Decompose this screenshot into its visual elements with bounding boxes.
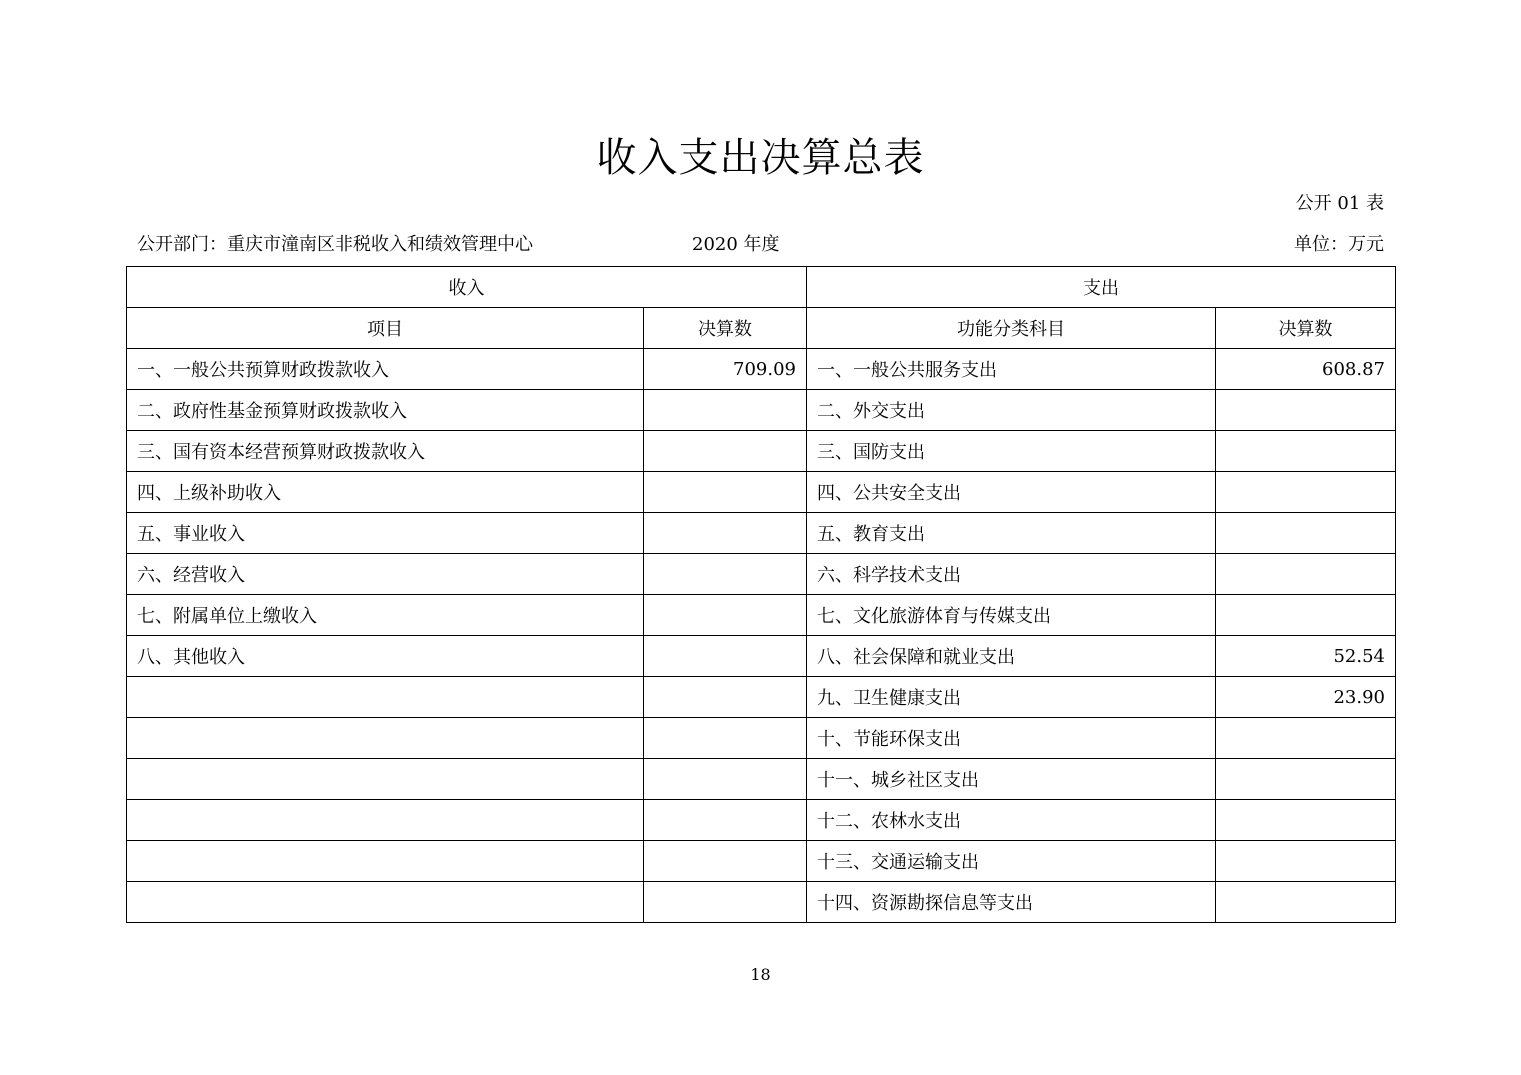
income-group-header: 收入 <box>127 267 807 308</box>
expense-amount-cell <box>1216 841 1396 882</box>
income-amount-cell <box>644 841 807 882</box>
expense-amount-cell: 52.54 <box>1216 636 1396 677</box>
expense-item-cell: 二、外交支出 <box>807 390 1216 431</box>
income-item-cell: 五、事业收入 <box>127 513 644 554</box>
table-row <box>127 677 1396 718</box>
table-row <box>127 554 1396 595</box>
income-item-cell: 八、其他收入 <box>127 636 644 677</box>
table-row <box>127 349 1396 390</box>
expense-amount-cell <box>1216 472 1396 513</box>
expense-amount-cell <box>1216 800 1396 841</box>
income-item-cell: 三、国有资本经营预算财政拨款收入 <box>127 431 644 472</box>
income-amount-cell <box>644 472 807 513</box>
page-number: 18 <box>750 965 771 984</box>
income-amount-header: 决算数 <box>644 308 807 349</box>
table-row <box>127 718 1396 759</box>
income-amount-cell <box>644 882 807 923</box>
expense-amount-cell <box>1216 513 1396 554</box>
department-label: 公开部门：重庆市潼南区非税收入和绩效管理中心 <box>137 234 533 255</box>
table-row <box>127 390 1396 431</box>
table-row <box>127 759 1396 800</box>
income-item-cell: 七、附属单位上缴收入 <box>127 595 644 636</box>
expense-item-cell: 十、节能环保支出 <box>807 718 1216 759</box>
income-item-header: 项目 <box>127 308 644 349</box>
table-row <box>127 513 1396 554</box>
table-row <box>127 841 1396 882</box>
income-amount-cell <box>644 595 807 636</box>
income-item-cell <box>127 882 644 923</box>
income-amount-cell <box>644 513 807 554</box>
expense-amount-cell: 23.90 <box>1216 677 1396 718</box>
expense-amount-cell <box>1216 431 1396 472</box>
income-amount-cell <box>644 390 807 431</box>
expense-amount-cell <box>1216 759 1396 800</box>
income-amount-cell <box>644 636 807 677</box>
income-amount-cell <box>644 800 807 841</box>
unit-label: 单位：万元 <box>1294 234 1384 255</box>
expense-item-cell: 六、科学技术支出 <box>807 554 1216 595</box>
income-amount-cell: 709.09 <box>644 349 807 390</box>
expense-amount-cell <box>1216 882 1396 923</box>
table-row <box>127 472 1396 513</box>
fiscal-year-label: 2020 年度 <box>692 234 780 255</box>
expense-amount-cell <box>1216 554 1396 595</box>
expense-amount-header: 决算数 <box>1216 308 1396 349</box>
page-title: 收入支出决算总表 <box>596 135 925 181</box>
income-item-cell: 一、一般公共预算财政拨款收入 <box>127 349 644 390</box>
column-header-row <box>127 308 1396 349</box>
income-amount-cell <box>644 431 807 472</box>
table-row <box>127 636 1396 677</box>
income-item-cell <box>127 759 644 800</box>
income-amount-cell <box>644 677 807 718</box>
expense-item-cell: 四、公共安全支出 <box>807 472 1216 513</box>
income-item-cell <box>127 718 644 759</box>
table-body <box>127 349 1396 923</box>
expense-item-cell: 十三、交通运输支出 <box>807 841 1216 882</box>
expense-amount-cell <box>1216 718 1396 759</box>
expense-item-cell: 十四、资源勘探信息等支出 <box>807 882 1216 923</box>
group-header-row <box>127 267 1396 308</box>
form-number: 公开 01 表 <box>1295 193 1384 214</box>
income-amount-cell <box>644 718 807 759</box>
expense-amount-cell <box>1216 595 1396 636</box>
income-item-cell <box>127 677 644 718</box>
expense-item-header: 功能分类科目 <box>807 308 1216 349</box>
table-row <box>127 800 1396 841</box>
expense-item-cell: 十二、农林水支出 <box>807 800 1216 841</box>
table-row <box>127 595 1396 636</box>
expense-group-header: 支出 <box>807 267 1396 308</box>
budget-summary-table <box>126 266 1396 923</box>
income-item-cell <box>127 800 644 841</box>
income-item-cell <box>127 841 644 882</box>
expense-amount-cell <box>1216 390 1396 431</box>
expense-item-cell: 十一、城乡社区支出 <box>807 759 1216 800</box>
expense-item-cell: 五、教育支出 <box>807 513 1216 554</box>
table-row <box>127 882 1396 923</box>
income-item-cell: 二、政府性基金预算财政拨款收入 <box>127 390 644 431</box>
table-row <box>127 431 1396 472</box>
expense-item-cell: 八、社会保障和就业支出 <box>807 636 1216 677</box>
expense-item-cell: 九、卫生健康支出 <box>807 677 1216 718</box>
expense-amount-cell: 608.87 <box>1216 349 1396 390</box>
expense-item-cell: 七、文化旅游体育与传媒支出 <box>807 595 1216 636</box>
expense-item-cell: 三、国防支出 <box>807 431 1216 472</box>
income-item-cell: 四、上级补助收入 <box>127 472 644 513</box>
income-amount-cell <box>644 554 807 595</box>
expense-item-cell: 一、一般公共服务支出 <box>807 349 1216 390</box>
income-amount-cell <box>644 759 807 800</box>
income-item-cell: 六、经营收入 <box>127 554 644 595</box>
